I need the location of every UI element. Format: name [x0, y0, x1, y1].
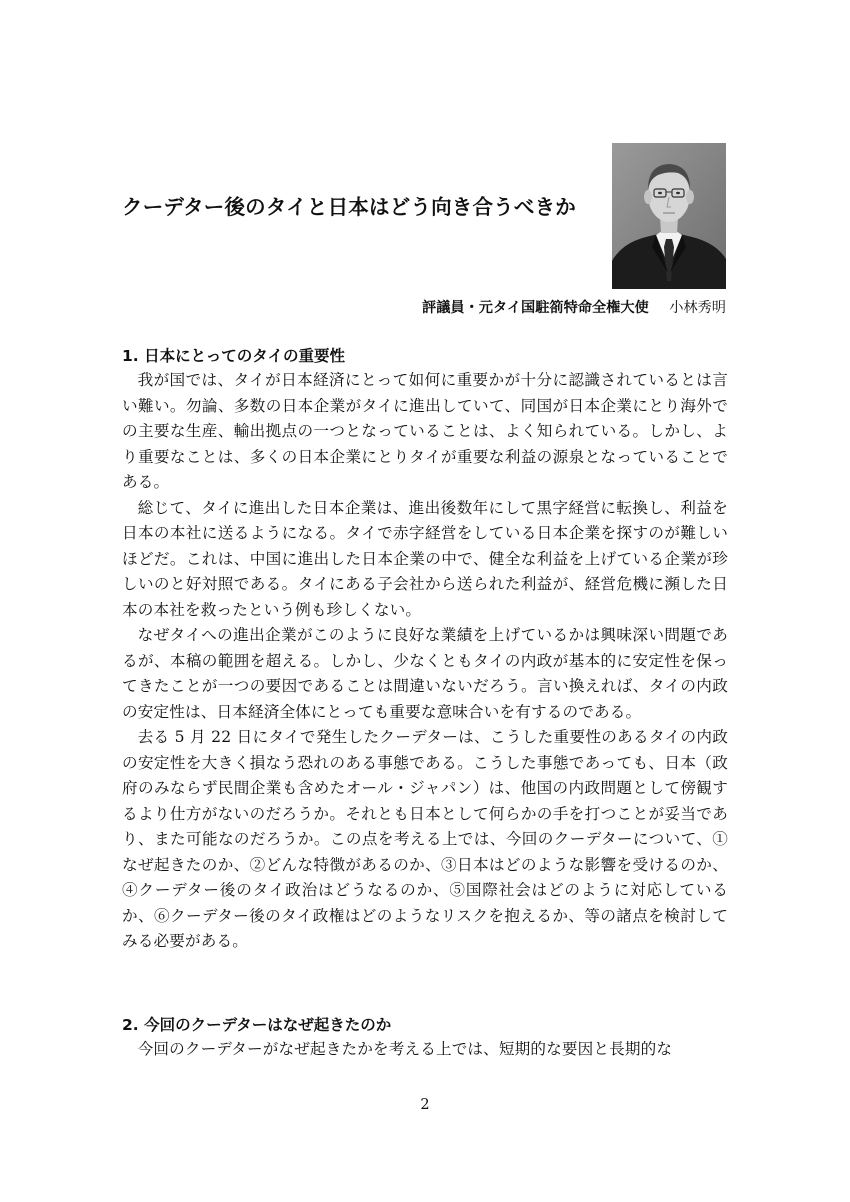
- page-number: 2: [420, 1097, 430, 1113]
- section-1: [122, 344, 728, 955]
- section-heading: 2. 今回のクーデターはなぜ起きたのか: [122, 1016, 392, 1034]
- author-portrait-image: [612, 143, 726, 289]
- paragraph: なぜタイへの進出企業がこのように良好な業績を上げているかは興味深い問題であるが、本稿の範囲を超える。しかし、少なくともタイの内政が基本的に安定性を保ってきたことが一つの要因であることは間違いないだろう。言い換えれば、タイの内政の安定性は、日本経済全体にとっても重要な意味合いを有するのである。: [122, 626, 728, 721]
- author-name: 小林秀明: [669, 300, 726, 316]
- paragraph: 去る 5 月 22 日にタイで発生したクーデターは、こうした重要性のあるタイの内政の安定性を大きく損なう恐れのある事態である。こうした事態であっても、日本（政府のみならず民間企業も含めたオール・ジャパン）は、他国の内政問題として傍観するより仕方がないのだろうか。それとも日本として何らかの手を打つことが妥当であり、また可能なのだろうか。この点を考える上では、今回のクーデターについて、①なぜ起きたのか、②どんな特徴があるのか、③日本はどのような影響を受けるのか、④クーデター後のタイ政治はどうなるのか、⑤国際社会はどのように対応しているか、⑥クーデター後のタイ政権はどのようなリスクを抱えるか、等の諸点を検討してみる必要がある。: [122, 728, 728, 950]
- author-byline: [422, 297, 726, 317]
- section-heading: 1. 日本にとってのタイの重要性: [122, 347, 345, 365]
- paragraph: 我が国では、タイが日本経済にとって如何に重要かが十分に認識されているとは言い難い。勿論、多数の日本企業がタイに進出していて、同国が日本企業にとり海外での主要な生産、輸出拠点の一つとなっていることは、よく知られている。しかし、より重要なことは、多くの日本企業にとりタイが重要な利益の源泉となっていることである。: [122, 371, 728, 491]
- author-role: 評議員・元タイ国駐箚特命全権大使: [422, 300, 649, 316]
- paragraph: 総じて、タイに進出した日本企業は、進出後数年にして黒字経営に転換し、利益を日本の本社に送るようになる。タイで赤字経営をしている日本企業を探すのが難しいほどだ。これは、中国に進出した日本企業の中で、健全な利益を上げている企業が珍しいのと好対照である。タイにある子会社から送られた利益が、経営危機に瀕した日本の本社を救ったという例も珍しくない。: [122, 498, 728, 619]
- author-portrait: [612, 143, 726, 289]
- article-title: クーデター後のタイと日本はどう向き合うべきか: [122, 195, 576, 219]
- section-2: [122, 1013, 728, 1063]
- paragraph: 今回のクーデターがなぜ起きたかを考える上では、短期的な要因と長期的な: [137, 1040, 673, 1058]
